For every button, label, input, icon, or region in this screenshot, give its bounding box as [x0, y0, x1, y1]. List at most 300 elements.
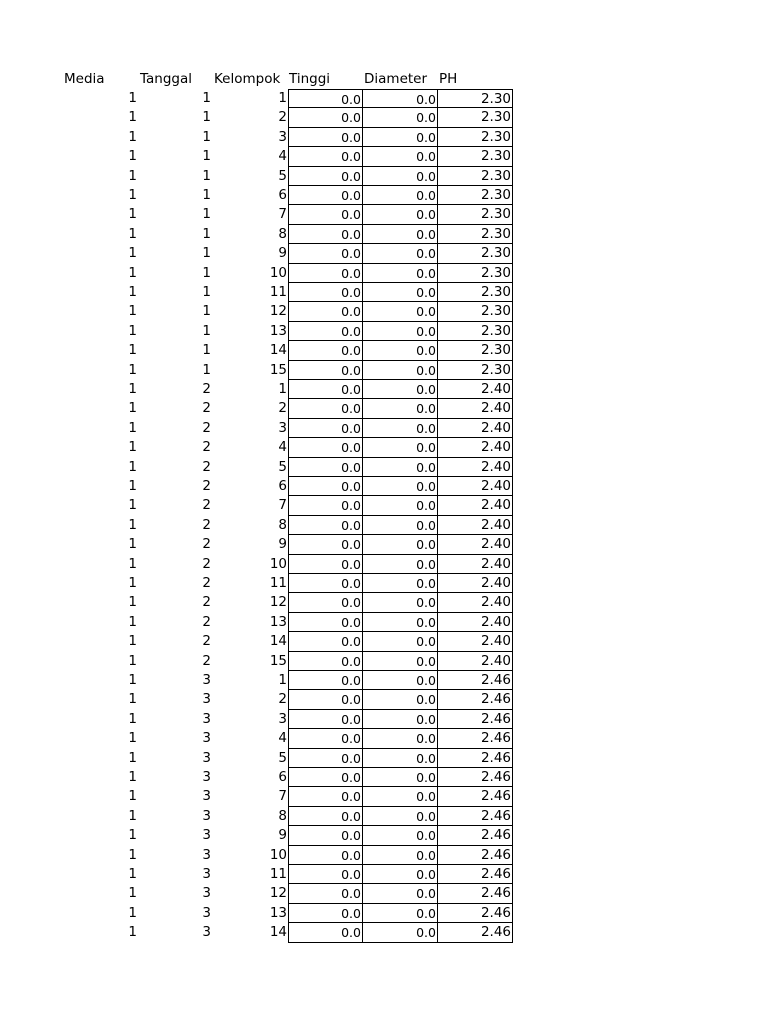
kelompok-cell[interactable]: 14 — [269, 342, 287, 359]
header-tanggal: Tanggal — [140, 71, 193, 87]
table-row — [0, 302, 768, 321]
header-ph: PH — [439, 71, 458, 87]
media-cell[interactable]: 1 — [128, 672, 137, 688]
diameter-cell[interactable]: 0.0 — [363, 807, 438, 826]
kelompok-cell[interactable]: 6 — [278, 769, 287, 785]
table-row — [0, 652, 768, 671]
tinggi-cell[interactable]: 0.0 — [288, 302, 363, 321]
kelompok-cell[interactable]: 2 — [278, 400, 287, 417]
tinggi-cell[interactable]: 0.0 — [288, 555, 363, 574]
kelompok-cell[interactable]: 12 — [269, 303, 287, 320]
tanggal-cell[interactable]: 3 — [202, 749, 211, 766]
table-row — [0, 555, 768, 574]
tinggi-cell[interactable]: 0.0 — [288, 535, 363, 554]
tinggi-cell[interactable]: 0.0 — [288, 205, 363, 224]
media-cell[interactable]: 1 — [128, 807, 137, 824]
diameter-cell[interactable]: 0.0 — [363, 904, 438, 923]
tinggi-cell[interactable]: 0.0 — [288, 147, 363, 166]
tanggal-cell[interactable]: 1 — [202, 264, 211, 281]
tanggal-cell[interactable]: 3 — [202, 672, 211, 688]
ph-cell[interactable]: 2.40 — [438, 419, 513, 438]
media-cell[interactable]: 1 — [128, 730, 137, 747]
media-cell[interactable]: 1 — [128, 342, 137, 359]
ph-cell[interactable]: 2.46 — [438, 923, 513, 942]
tanggal-cell[interactable]: 1 — [202, 90, 211, 106]
table-row — [0, 496, 768, 515]
tinggi-cell[interactable]: 0.0 — [288, 322, 363, 341]
kelompok-cell[interactable]: 6 — [278, 187, 287, 203]
tinggi-cell[interactable]: 0.0 — [288, 341, 363, 360]
media-cell[interactable]: 1 — [128, 846, 137, 863]
diameter-cell[interactable]: 0.0 — [363, 244, 438, 263]
table-row — [0, 846, 768, 865]
media-cell[interactable]: 1 — [128, 633, 137, 650]
media-cell[interactable]: 1 — [128, 613, 137, 630]
table-row — [0, 419, 768, 438]
table-row — [0, 768, 768, 787]
table-row — [0, 632, 768, 651]
tinggi-cell[interactable]: 0.0 — [288, 749, 363, 768]
tinggi-cell[interactable]: 0.0 — [288, 904, 363, 923]
tanggal-cell[interactable]: 3 — [202, 769, 211, 785]
table-row — [0, 458, 768, 477]
kelompok-cell[interactable]: 5 — [278, 749, 287, 766]
kelompok-cell[interactable]: 2 — [278, 109, 287, 126]
ph-cell[interactable]: 2.30 — [438, 341, 513, 360]
kelompok-cell[interactable]: 13 — [269, 322, 287, 339]
ph-cell[interactable]: 2.30 — [438, 283, 513, 302]
tinggi-cell[interactable]: 0.0 — [288, 787, 363, 806]
ph-cell[interactable]: 2.40 — [438, 613, 513, 632]
diameter-cell[interactable]: 0.0 — [363, 632, 438, 651]
tinggi-cell[interactable]: 0.0 — [288, 671, 363, 690]
table-row — [0, 322, 768, 341]
media-cell[interactable]: 1 — [128, 361, 137, 378]
table-row — [0, 865, 768, 884]
kelompok-cell[interactable]: 13 — [269, 613, 287, 630]
tanggal-cell[interactable]: 2 — [202, 652, 211, 669]
tanggal-cell[interactable]: 2 — [202, 381, 211, 397]
kelompok-cell[interactable]: 8 — [278, 516, 287, 533]
table-row — [0, 787, 768, 806]
media-cell[interactable]: 1 — [128, 419, 137, 436]
table-row — [0, 128, 768, 147]
kelompok-cell[interactable]: 3 — [278, 419, 287, 436]
tinggi-cell[interactable]: 0.0 — [288, 89, 363, 108]
tanggal-cell[interactable]: 1 — [202, 361, 211, 378]
kelompok-cell[interactable]: 4 — [278, 439, 287, 456]
tinggi-cell[interactable]: 0.0 — [288, 613, 363, 632]
tanggal-cell[interactable]: 1 — [202, 167, 211, 184]
tinggi-cell[interactable]: 0.0 — [288, 458, 363, 477]
ph-cell[interactable]: 2.30 — [438, 302, 513, 321]
kelompok-cell[interactable]: 10 — [269, 846, 287, 863]
ph-cell[interactable]: 2.46 — [438, 690, 513, 709]
tanggal-cell[interactable]: 2 — [202, 458, 211, 475]
ph-cell[interactable]: 2.40 — [438, 555, 513, 574]
diameter-cell[interactable]: 0.0 — [363, 458, 438, 477]
tanggal-cell[interactable]: 3 — [202, 691, 211, 708]
tanggal-cell[interactable]: 2 — [202, 536, 211, 553]
ph-cell[interactable]: 2.30 — [438, 322, 513, 341]
ph-cell[interactable]: 2.46 — [438, 787, 513, 806]
tinggi-cell[interactable]: 0.0 — [288, 884, 363, 903]
diameter-cell[interactable]: 0.0 — [363, 846, 438, 865]
table-row — [0, 167, 768, 186]
media-cell[interactable]: 1 — [128, 516, 137, 533]
tanggal-cell[interactable]: 1 — [202, 322, 211, 339]
ph-cell[interactable]: 2.30 — [438, 186, 513, 205]
media-cell[interactable]: 1 — [128, 264, 137, 281]
tinggi-cell[interactable]: 0.0 — [288, 167, 363, 186]
table-row — [0, 923, 768, 942]
media-cell[interactable]: 1 — [128, 148, 137, 165]
tinggi-cell[interactable]: 0.0 — [288, 496, 363, 515]
tanggal-cell[interactable]: 2 — [202, 633, 211, 650]
kelompok-cell[interactable]: 13 — [269, 904, 287, 921]
tanggal-cell[interactable]: 3 — [202, 866, 211, 882]
ph-cell[interactable]: 2.40 — [438, 496, 513, 515]
kelompok-cell[interactable]: 11 — [269, 284, 287, 300]
table-row — [0, 826, 768, 845]
tanggal-cell[interactable]: 3 — [202, 827, 211, 844]
tinggi-cell[interactable]: 0.0 — [288, 593, 363, 612]
media-cell[interactable]: 1 — [128, 206, 137, 223]
diameter-cell[interactable]: 0.0 — [363, 768, 438, 787]
tanggal-cell[interactable]: 2 — [202, 516, 211, 533]
ph-cell[interactable]: 2.46 — [438, 807, 513, 826]
tinggi-cell[interactable]: 0.0 — [288, 380, 363, 399]
header-kelompok: Kelompok — [214, 71, 281, 87]
kelompok-cell[interactable]: 4 — [278, 730, 287, 747]
tinggi-cell[interactable]: 0.0 — [288, 729, 363, 748]
tanggal-cell[interactable]: 2 — [202, 613, 211, 630]
tinggi-cell[interactable]: 0.0 — [288, 865, 363, 884]
media-cell[interactable]: 1 — [128, 109, 137, 126]
ph-cell[interactable]: 2.40 — [438, 438, 513, 457]
tanggal-cell[interactable]: 1 — [202, 109, 211, 126]
diameter-cell[interactable]: 0.0 — [363, 477, 438, 496]
ph-cell[interactable]: 2.30 — [438, 205, 513, 224]
media-cell[interactable]: 1 — [128, 827, 137, 844]
ph-cell[interactable]: 2.40 — [438, 458, 513, 477]
ph-cell[interactable]: 2.30 — [438, 128, 513, 147]
ph-cell[interactable]: 2.40 — [438, 574, 513, 593]
media-cell[interactable]: 1 — [128, 536, 137, 553]
ph-cell[interactable]: 2.30 — [438, 225, 513, 244]
tanggal-cell[interactable]: 3 — [202, 846, 211, 863]
media-cell[interactable]: 1 — [128, 478, 137, 494]
tinggi-cell[interactable]: 0.0 — [288, 438, 363, 457]
tinggi-cell[interactable]: 0.0 — [288, 361, 363, 380]
diameter-cell[interactable]: 0.0 — [363, 826, 438, 845]
tanggal-cell[interactable]: 1 — [202, 128, 211, 145]
diameter-cell[interactable]: 0.0 — [363, 496, 438, 515]
ph-cell[interactable]: 2.30 — [438, 264, 513, 283]
kelompok-cell[interactable]: 1 — [278, 672, 287, 688]
kelompok-cell[interactable]: 3 — [278, 710, 287, 727]
tanggal-cell[interactable]: 1 — [202, 245, 211, 262]
table-row — [0, 341, 768, 360]
kelompok-cell[interactable]: 12 — [269, 594, 287, 611]
kelompok-cell[interactable]: 3 — [278, 128, 287, 145]
kelompok-cell[interactable]: 5 — [278, 167, 287, 184]
ph-cell[interactable]: 2.40 — [438, 380, 513, 399]
tanggal-cell[interactable]: 1 — [202, 284, 211, 300]
media-cell[interactable]: 1 — [128, 749, 137, 766]
diameter-cell[interactable]: 0.0 — [363, 322, 438, 341]
diameter-cell[interactable]: 0.0 — [363, 555, 438, 574]
tanggal-cell[interactable]: 2 — [202, 400, 211, 417]
table-row — [0, 593, 768, 612]
ph-cell[interactable]: 2.30 — [438, 89, 513, 108]
ph-cell[interactable]: 2.40 — [438, 593, 513, 612]
ph-cell[interactable]: 2.46 — [438, 826, 513, 845]
ph-cell[interactable]: 2.46 — [438, 904, 513, 923]
table-row — [0, 244, 768, 263]
kelompok-cell[interactable]: 15 — [269, 361, 287, 378]
tanggal-cell[interactable]: 2 — [202, 439, 211, 456]
ph-cell[interactable]: 2.40 — [438, 516, 513, 535]
diameter-cell[interactable]: 0.0 — [363, 671, 438, 690]
table-row — [0, 438, 768, 457]
header-media: Media — [64, 71, 105, 87]
table-row — [0, 690, 768, 709]
diameter-cell[interactable]: 0.0 — [363, 341, 438, 360]
kelompok-cell[interactable]: 10 — [269, 555, 287, 572]
tinggi-cell[interactable]: 0.0 — [288, 652, 363, 671]
media-cell[interactable]: 1 — [128, 284, 137, 300]
kelompok-cell[interactable]: 7 — [278, 788, 287, 805]
kelompok-cell[interactable]: 11 — [269, 575, 287, 591]
ph-cell[interactable]: 2.46 — [438, 729, 513, 748]
kelompok-cell[interactable]: 7 — [278, 497, 287, 514]
kelompok-cell[interactable]: 9 — [278, 536, 287, 553]
tinggi-cell[interactable]: 0.0 — [288, 846, 363, 865]
media-cell[interactable]: 1 — [128, 904, 137, 921]
ph-cell[interactable]: 2.30 — [438, 244, 513, 263]
media-cell[interactable]: 1 — [128, 652, 137, 669]
tinggi-cell[interactable]: 0.0 — [288, 186, 363, 205]
table-row — [0, 613, 768, 632]
tinggi-cell[interactable]: 0.0 — [288, 399, 363, 418]
tinggi-cell[interactable]: 0.0 — [288, 244, 363, 263]
table-row — [0, 729, 768, 748]
media-cell[interactable]: 1 — [128, 245, 137, 262]
media-cell[interactable]: 1 — [128, 439, 137, 456]
kelompok-cell[interactable]: 15 — [269, 652, 287, 669]
kelompok-cell[interactable]: 1 — [278, 381, 287, 397]
ph-cell[interactable]: 2.30 — [438, 108, 513, 127]
diameter-cell[interactable]: 0.0 — [363, 361, 438, 380]
diameter-cell[interactable]: 0.0 — [363, 225, 438, 244]
kelompok-cell[interactable]: 2 — [278, 691, 287, 708]
media-cell[interactable]: 1 — [128, 458, 137, 475]
diameter-cell[interactable]: 0.0 — [363, 419, 438, 438]
tinggi-cell[interactable]: 0.0 — [288, 128, 363, 147]
media-cell[interactable]: 1 — [128, 128, 137, 145]
tanggal-cell[interactable]: 3 — [202, 807, 211, 824]
diameter-cell[interactable]: 0.0 — [363, 399, 438, 418]
diameter-cell[interactable]: 0.0 — [363, 729, 438, 748]
kelompok-cell[interactable]: 8 — [278, 807, 287, 824]
header-diameter: Diameter — [364, 71, 428, 87]
ph-cell[interactable]: 2.40 — [438, 632, 513, 651]
diameter-cell[interactable]: 0.0 — [363, 89, 438, 108]
tinggi-cell[interactable]: 0.0 — [288, 419, 363, 438]
ph-cell[interactable]: 2.46 — [438, 710, 513, 729]
diameter-cell[interactable]: 0.0 — [363, 593, 438, 612]
kelompok-cell[interactable]: 4 — [278, 148, 287, 165]
ph-cell[interactable]: 2.40 — [438, 399, 513, 418]
tanggal-cell[interactable]: 3 — [202, 788, 211, 805]
table-row — [0, 884, 768, 903]
media-cell[interactable]: 1 — [128, 225, 137, 242]
media-cell[interactable]: 1 — [128, 90, 137, 106]
table-row — [0, 380, 768, 399]
kelompok-cell[interactable]: 10 — [269, 264, 287, 281]
media-cell[interactable]: 1 — [128, 866, 137, 882]
diameter-cell[interactable]: 0.0 — [363, 535, 438, 554]
diameter-cell[interactable]: 0.0 — [363, 865, 438, 884]
diameter-cell[interactable]: 0.0 — [363, 283, 438, 302]
tanggal-cell[interactable]: 2 — [202, 419, 211, 436]
kelompok-cell[interactable]: 14 — [269, 633, 287, 650]
diameter-cell[interactable]: 0.0 — [363, 690, 438, 709]
table-row — [0, 108, 768, 127]
tinggi-cell[interactable]: 0.0 — [288, 283, 363, 302]
tinggi-cell[interactable]: 0.0 — [288, 710, 363, 729]
tanggal-cell[interactable]: 3 — [202, 924, 211, 941]
diameter-cell[interactable]: 0.0 — [363, 186, 438, 205]
tinggi-cell[interactable]: 0.0 — [288, 632, 363, 651]
kelompok-cell[interactable]: 11 — [269, 866, 287, 882]
table-row — [0, 574, 768, 593]
diameter-cell[interactable]: 0.0 — [363, 574, 438, 593]
ph-cell[interactable]: 2.40 — [438, 652, 513, 671]
ph-cell[interactable]: 2.46 — [438, 884, 513, 903]
ph-cell[interactable]: 2.40 — [438, 477, 513, 496]
media-cell[interactable]: 1 — [128, 322, 137, 339]
kelompok-cell[interactable]: 9 — [278, 827, 287, 844]
tinggi-cell[interactable]: 0.0 — [288, 826, 363, 845]
diameter-cell[interactable]: 0.0 — [363, 652, 438, 671]
diameter-cell[interactable]: 0.0 — [363, 749, 438, 768]
ph-cell[interactable]: 2.40 — [438, 535, 513, 554]
ph-cell[interactable]: 2.30 — [438, 147, 513, 166]
diameter-cell[interactable]: 0.0 — [363, 108, 438, 127]
media-cell[interactable]: 1 — [128, 885, 137, 902]
ph-cell[interactable]: 2.46 — [438, 671, 513, 690]
tanggal-cell[interactable]: 3 — [202, 730, 211, 747]
table-row — [0, 264, 768, 283]
diameter-cell[interactable]: 0.0 — [363, 264, 438, 283]
kelompok-cell[interactable]: 9 — [278, 245, 287, 262]
ph-cell[interactable]: 2.46 — [438, 865, 513, 884]
diameter-cell[interactable]: 0.0 — [363, 380, 438, 399]
media-cell[interactable]: 1 — [128, 575, 137, 591]
tanggal-cell[interactable]: 2 — [202, 575, 211, 591]
diameter-cell[interactable]: 0.0 — [363, 167, 438, 186]
tanggal-cell[interactable]: 1 — [202, 303, 211, 320]
diameter-cell[interactable]: 0.0 — [363, 787, 438, 806]
kelompok-cell[interactable]: 8 — [278, 225, 287, 242]
tinggi-cell[interactable]: 0.0 — [288, 264, 363, 283]
media-cell[interactable]: 1 — [128, 769, 137, 785]
ph-cell[interactable]: 2.46 — [438, 749, 513, 768]
tanggal-cell[interactable]: 1 — [202, 342, 211, 359]
media-cell[interactable]: 1 — [128, 167, 137, 184]
tanggal-cell[interactable]: 1 — [202, 225, 211, 242]
diameter-cell[interactable]: 0.0 — [363, 438, 438, 457]
diameter-cell[interactable]: 0.0 — [363, 710, 438, 729]
table-row — [0, 807, 768, 826]
kelompok-cell[interactable]: 14 — [269, 924, 287, 941]
table-row — [0, 89, 768, 108]
diameter-cell[interactable]: 0.0 — [363, 128, 438, 147]
tanggal-cell[interactable]: 3 — [202, 710, 211, 727]
diameter-cell[interactable]: 0.0 — [363, 923, 438, 942]
media-cell[interactable]: 1 — [128, 187, 137, 203]
tinggi-cell[interactable]: 0.0 — [288, 923, 363, 942]
tanggal-cell[interactable]: 3 — [202, 885, 211, 902]
media-cell[interactable]: 1 — [128, 497, 137, 514]
media-cell[interactable]: 1 — [128, 303, 137, 320]
tanggal-cell[interactable]: 2 — [202, 555, 211, 572]
tinggi-cell[interactable]: 0.0 — [288, 574, 363, 593]
tinggi-cell[interactable]: 0.0 — [288, 516, 363, 535]
diameter-cell[interactable]: 0.0 — [363, 205, 438, 224]
ph-cell[interactable]: 2.30 — [438, 167, 513, 186]
ph-cell[interactable]: 2.30 — [438, 361, 513, 380]
ph-cell[interactable]: 2.46 — [438, 846, 513, 865]
media-cell[interactable]: 1 — [128, 788, 137, 805]
media-cell[interactable]: 1 — [128, 555, 137, 572]
media-cell[interactable]: 1 — [128, 691, 137, 708]
diameter-cell[interactable]: 0.0 — [363, 302, 438, 321]
table-row — [0, 749, 768, 768]
diameter-cell[interactable]: 0.0 — [363, 147, 438, 166]
ph-cell[interactable]: 2.46 — [438, 768, 513, 787]
tanggal-cell[interactable]: 1 — [202, 187, 211, 203]
tanggal-cell[interactable]: 2 — [202, 478, 211, 494]
diameter-cell[interactable]: 0.0 — [363, 516, 438, 535]
kelompok-cell[interactable]: 6 — [278, 478, 287, 494]
tanggal-cell[interactable]: 2 — [202, 497, 211, 514]
tinggi-cell[interactable]: 0.0 — [288, 225, 363, 244]
tanggal-cell[interactable]: 1 — [202, 206, 211, 223]
tanggal-cell[interactable]: 3 — [202, 904, 211, 921]
diameter-cell[interactable]: 0.0 — [363, 884, 438, 903]
tinggi-cell[interactable]: 0.0 — [288, 807, 363, 826]
tinggi-cell[interactable]: 0.0 — [288, 477, 363, 496]
kelompok-cell[interactable]: 12 — [269, 885, 287, 902]
tinggi-cell[interactable]: 0.0 — [288, 690, 363, 709]
kelompok-cell[interactable]: 5 — [278, 458, 287, 475]
media-cell[interactable]: 1 — [128, 710, 137, 727]
media-cell[interactable]: 1 — [128, 400, 137, 417]
tanggal-cell[interactable]: 1 — [202, 148, 211, 165]
tinggi-cell[interactable]: 0.0 — [288, 768, 363, 787]
kelompok-cell[interactable]: 1 — [278, 90, 287, 106]
kelompok-cell[interactable]: 7 — [278, 206, 287, 223]
tanggal-cell[interactable]: 2 — [202, 594, 211, 611]
media-cell[interactable]: 1 — [128, 381, 137, 397]
media-cell[interactable]: 1 — [128, 924, 137, 941]
tinggi-cell[interactable]: 0.0 — [288, 108, 363, 127]
diameter-cell[interactable]: 0.0 — [363, 613, 438, 632]
media-cell[interactable]: 1 — [128, 594, 137, 611]
